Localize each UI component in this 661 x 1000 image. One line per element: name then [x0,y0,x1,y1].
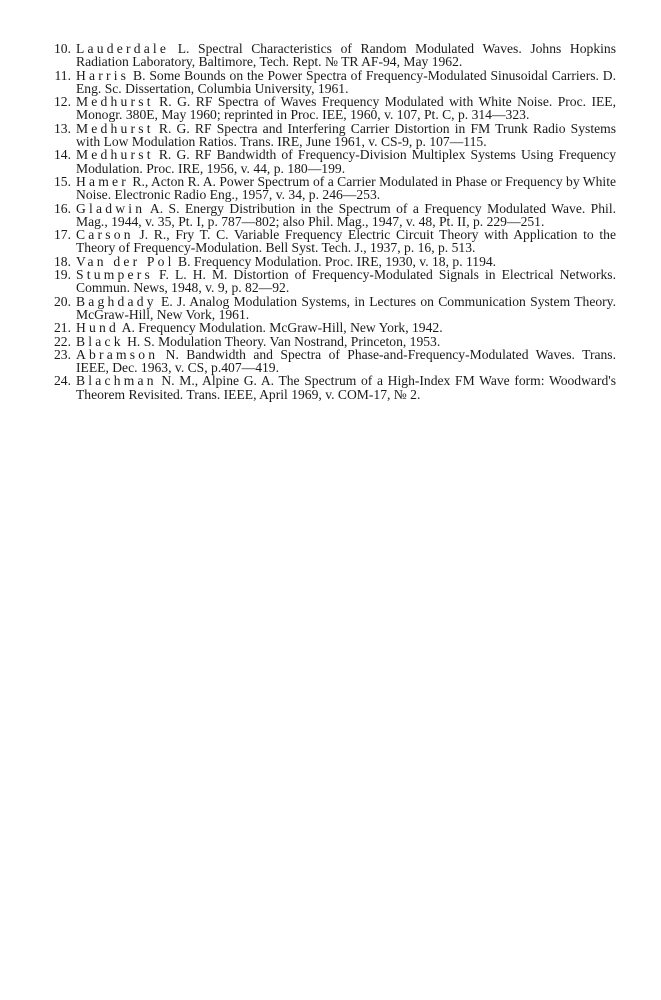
reference-text [76,228,616,255]
reference-body: B. Some Bounds on the Power Spectra of Frequency-Modulated Sinusoidal Carriers. D. Eng. Sc. Dissertation, Columbia University, 1961. [76,67,616,96]
reference-item [48,268,616,295]
reference-text [76,42,616,69]
reference-author: Van der Pol [76,253,175,269]
reference-author: Medhurst [76,120,154,136]
reference-text [76,295,616,322]
reference-body: R., Acton R. A. Power Spectrum of a Carrier Modulated in Phase or Frequency by White Noise. Electronic Radio Eng., 1957, v. 34, p. 246—253. [76,173,616,203]
reference-item [48,228,616,255]
reference-text [76,374,616,401]
reference-author: Medhurst [76,94,154,110]
reference-body: A. Frequency Modulation. McGraw-Hill, New York, 1942. [119,320,443,336]
reference-body: N. Bandwidth and Spectra of Phase-and-Frequency-Modulated Waves. Trans. IEEE, Dec. 1963, v. CS, p.407—419. [76,346,616,376]
reference-number: 13. [54,120,71,136]
reference-author: Hamer [76,173,129,189]
reference-text [76,268,616,295]
reference-text [76,95,616,122]
reference-text [76,321,616,334]
reference-text [76,202,616,229]
reference-body: R. G. RF Spectra of Waves Frequency Modulated with White Noise. Proc. IEE, Monogr. 380E, May 1960; reprinted in Proc. IEE, 1960, v. 107, Pt. C, p. 314—323. [76,94,616,123]
reference-item [48,348,616,375]
reference-text [76,348,616,375]
reference-body: E. J. Analog Modulation Systems, in Lectures on Communication System Theory. McGraw-Hill, New Vork, 1961. [76,293,616,322]
reference-text [76,122,616,149]
reference-number: 12. [54,94,71,110]
reference-text [76,175,616,202]
reference-author: Gladwin [76,200,146,216]
reference-author: Medhurst [76,147,154,163]
reference-number: 22. [54,333,71,349]
reference-text [76,335,616,348]
reference-body: B. Frequency Modulation. Proc. IRE, 1930, v. 18, p. 1194. [174,253,497,269]
reference-item [48,335,616,348]
reference-list [48,42,616,401]
reference-number: 20. [54,293,71,309]
reference-author: Stumpers [76,267,153,283]
reference-author: Baghdady [76,293,157,309]
reference-number: 11. [54,67,71,83]
reference-item [48,95,616,122]
reference-author: Carson [76,227,134,243]
reference-author: Black [76,333,124,349]
reference-number: 16. [54,200,71,216]
reference-number: 10. [54,41,71,56]
reference-body: N. M., Alpine G. A. The Spectrum of a High-Index FM Wave form: Woodward's Theorem Revisited. Trans. IEEE, April 1969, v. COM-17, № 2. [76,373,616,402]
reference-item [48,374,616,401]
reference-number: 19. [54,267,71,283]
reference-body: R. G. RF Spectra and Interfering Carrier Distortion in FM Trunk Radio Systems with Low Modulation Ratios. Trans. IRE, June 1961, v. CS-9, p. 107—115. [76,120,616,150]
reference-item [48,175,616,202]
reference-number: 24. [54,373,71,389]
reference-body: F. L. H. M. Distortion of Frequency-Modulated Signals in Electrical Networks. Commun. News, 1948, v. 9, p. 82—92. [76,267,616,296]
reference-item [48,69,616,96]
reference-body: H. S. Modulation Theory. Van Nostrand, Princeton, 1953. [123,333,441,349]
reference-author: Harris [76,67,130,83]
reference-text [76,255,616,268]
reference-item [48,295,616,322]
reference-item [48,122,616,149]
reference-author: Abramson [76,346,159,362]
reference-item [48,321,616,334]
reference-body: J. R., Fry T. C. Variable Frequency Electric Circuit Theory with Application to the Theory of Frequency-Modulation. Bell Syst. Tech. J., 1937, p. 16, p. 513. [76,227,616,256]
reference-body: A. S. Energy Distribution in the Spectrum of a Frequency Modulated Wave. Phil. Mag., 1944, v. 35, Pt. I, p. 787—802; also Phil. Mag., 1947, v. 48, Pt. II, p. 229—251. [76,200,616,229]
reference-number: 18. [54,253,71,269]
reference-text [76,148,616,175]
reference-body: R. G. RF Bandwidth of Frequency-Division Multiplex Systems Using Frequency Modulation. Proc. IRE, 1956, v. 44, p. 180—199. [76,147,616,176]
reference-number: 17. [54,227,71,243]
reference-item [48,42,616,69]
reference-author: Lauderdale [76,41,170,56]
reference-number: 21. [54,320,71,336]
reference-author: Hund [76,320,120,336]
reference-body: L. Spectral Characteristics of Random Modulated Waves. Johns Hopkins Radiation Laboratory, Baltimore, Tech. Rept. № TR AF-94, May 1962. [76,41,616,70]
reference-number: 14. [54,147,71,163]
reference-number: 15. [54,173,71,189]
reference-number: 23. [54,346,71,362]
reference-item [48,202,616,229]
reference-author: Blachman [76,373,157,389]
reference-item [48,148,616,175]
reference-item [48,255,616,268]
reference-text [76,69,616,96]
